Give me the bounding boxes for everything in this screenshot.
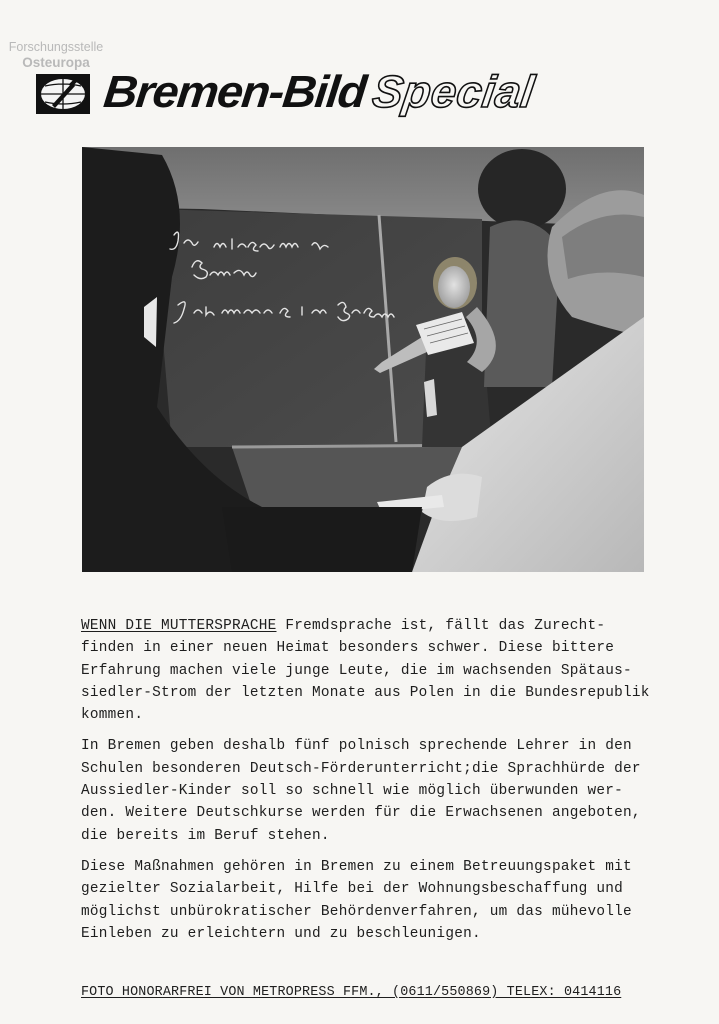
bremen-coat-of-arms-icon [36,74,90,114]
paragraph-1-text: Fremdsprache ist, fällt das Zurecht- finden in einer neuen Heimat besonders schwer. Diese bittere Erfahrung machen viele junge Leute, die im wachsenden Spätaus- siedler-Strom der letzten Monate aus Polen in die Bundesrepublik kommen. [81,618,650,724]
brand-title: Bremen-Bild [101,66,368,117]
lead-words: WENN DIE MUTTERSPRACHE [81,618,277,634]
stamp-line-1: Forschungsstelle [8,40,104,54]
classroom-photo [82,147,644,572]
paragraph-1 [81,615,681,726]
paragraph-3: Diese Maßnahmen gehören in Bremen zu einem Betreuungspaket mit gezielter Sozialarbeit, Hilfe bei der Wohnungsbeschaffung und möglichst unbürokratischer Behördenverfahren, um das mühevolle Einleben zu erleichtern und zu beschleunigen. [81,858,632,942]
brand-special: Special [369,66,538,117]
paragraph-2: In Bremen geben deshalb fünf polnisch sprechende Lehrer in den Schulen besonderen Deutsch-Förderunterricht;die Sprachhürde der Aussiedler-Kinder soll so schnell wie möglich überwunden wer- den. Weitere Deutschkurse werden für die Erwachsenen angeboten, die bereits im Beruf stehen. [81,738,641,844]
stamp-line-2: Osteuropa [22,55,90,70]
masthead [101,66,538,122]
photo-credit: FOTO HONORARFREI VON METROPRESS FFM., (0611/550869) TELEX: 0414116 [81,985,622,1000]
article-body [81,615,681,954]
archive-stamp [4,40,108,70]
